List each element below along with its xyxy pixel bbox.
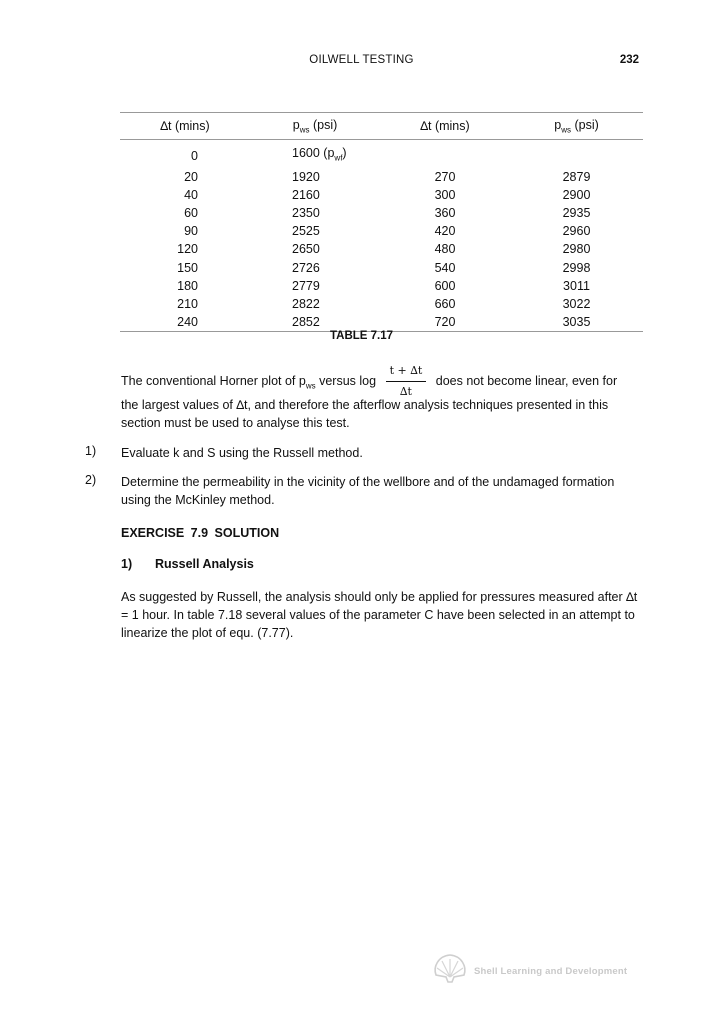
table-row: [120, 140, 643, 168]
table-cell: 3035: [510, 313, 643, 332]
table-cell: 180: [177, 278, 198, 293]
table-cell: 2900: [562, 187, 591, 202]
table-cell: 300: [434, 187, 456, 202]
section-title: Russell Analysis: [155, 557, 254, 571]
table-caption: TABLE 7.17: [329, 330, 394, 342]
table-cell: 2852: [250, 313, 380, 332]
table-cell: 120: [177, 242, 198, 257]
table-cell: 540: [434, 260, 456, 275]
table-cell: 2980: [562, 242, 591, 257]
table-cell: 2879: [562, 169, 591, 184]
exercise-title: EXERCISE 7.9 SOLUTION: [121, 526, 280, 540]
table-cell: 600: [434, 278, 456, 293]
table-cell: 240: [120, 313, 250, 332]
table-cell: 3022: [562, 296, 591, 311]
table-cell: 1600 $(p_{wf})$: [292, 146, 347, 163]
footer-logo-text: Shell Learning and Development: [474, 966, 628, 977]
col-header-pws-1: $p_{ws}$ (psi): [250, 113, 380, 140]
table-cell: 420: [434, 224, 456, 239]
table-row: [120, 313, 643, 332]
afterflow-paragraph: the largest values of ∆t, and therefore the afterflow analysis techniques presented in this section must be used to analyse this test.: [121, 398, 609, 430]
page-number: 232: [619, 54, 639, 66]
table-cell: 2960: [562, 224, 591, 239]
table-cell: 40: [184, 187, 198, 202]
horner-time-fraction: $\frac{t + \Delta t}{\Delta t}$: [386, 362, 427, 401]
table-cell: 660: [434, 296, 456, 311]
question-1-number: 1): [85, 444, 97, 458]
table-cell: 0: [191, 148, 198, 163]
table-cell: 2779: [292, 278, 320, 293]
table-cell: 270: [434, 169, 456, 184]
table-cell: 2822: [292, 296, 320, 311]
table-cell: 3011: [563, 278, 590, 293]
table-row: [120, 258, 643, 276]
table-cell: 20: [184, 169, 198, 184]
shell-logo-icon: [432, 953, 468, 985]
table-cell: 150: [177, 260, 198, 275]
table-cell: [380, 140, 510, 168]
russell-paragraph: As suggested by Russell, the analysis should only be applied for pressures measured after ∆t = 1 hour. In table 7.18 several values of the parameter C have been selected in an attempt to linearize the plot of equ. (7.77).: [121, 590, 638, 640]
question-2-number: 2): [85, 473, 97, 487]
table-cell: 2525: [292, 224, 320, 239]
question-1-text: Evaluate k and S using the Russell method.: [121, 446, 363, 460]
table-cell: 2726: [292, 260, 320, 275]
section-number: 1): [121, 557, 133, 571]
table-cell: 2350: [292, 205, 320, 220]
table-cell: [510, 140, 643, 168]
table-cell: 2160: [292, 187, 320, 202]
table-cell: 60: [184, 205, 198, 220]
table-row: [120, 168, 643, 186]
running-header-title: OILWELL TESTING: [309, 54, 414, 66]
col-header-pws-2: $p_{ws}$ (psi): [510, 113, 643, 140]
question-2-text: Determine the permeability in the vicinity of the wellbore and of the undamaged formation using the McKinley method.: [121, 475, 615, 507]
data-table: [120, 112, 643, 332]
col-header-dt-1: ∆t (mins): [120, 113, 250, 140]
table-header-row: [120, 113, 643, 140]
table-cell: 1920: [292, 169, 320, 184]
table-cell: 720: [380, 313, 510, 332]
table-row: [120, 240, 643, 258]
table-row: [120, 277, 643, 295]
table-row: [120, 295, 643, 313]
table-row: [120, 222, 643, 240]
table-cell: 210: [177, 296, 198, 311]
table-cell: 480: [434, 242, 456, 257]
horner-paragraph: The conventional Horner plot of $p_{ws}$ versus log $\frac{t + \Delta t}{\Delta t}$ does not become linear, even for: [121, 362, 646, 401]
table-cell: 2998: [562, 260, 591, 275]
table-cell: 360: [434, 205, 456, 220]
col-header-dt-2: ∆t (mins): [380, 113, 510, 140]
table-cell: 2935: [562, 205, 591, 220]
table-row: [120, 204, 643, 222]
table-row: [120, 186, 643, 204]
table-cell: 90: [184, 224, 198, 239]
table-cell: 2650: [292, 242, 320, 257]
